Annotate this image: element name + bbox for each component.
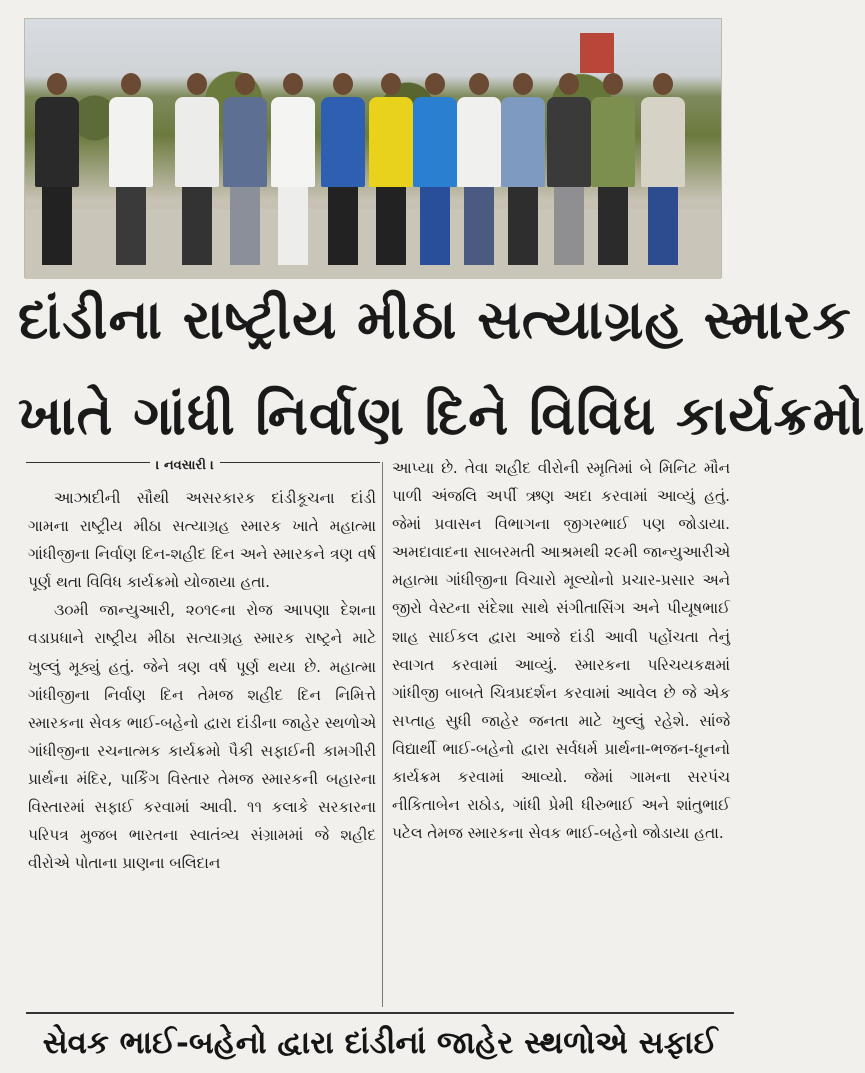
person-figure: [271, 73, 315, 265]
headline-line-2: ખાતે ગાંધી નિર્વાણ દિને વિવિધ કાર્યક્રમો: [18, 383, 865, 447]
person-figure: [223, 73, 267, 265]
person-figure: [413, 73, 457, 265]
article-column-1: [28, 484, 376, 877]
person-figure: [547, 73, 591, 265]
group-photo: [24, 18, 722, 278]
person-figure: [591, 73, 635, 265]
paragraph: ૩૦મી જાન્યુઆરી, ૨૦૧૯ના રોજ આપણા દેશના વડાપ્રધાને રાષ્ટ્રીય મીઠા સત્યાગ્રહ સ્મારક રાષ્ટ્રને માટે ખુલ્લું મૂક્યું હતું. જેને ત્રણ વર્ષ પૂર્ણ થયા છે. મહાત્મા ગાંધીજીના નિર્વાણ દિન તેમજ શહીદ દિન નિમિત્તે સ્મારકના સેવક ભાઈ-બહેનો દ્વારા દાંડીના જાહેર સ્થળોએ ગાંધીજીના રચનાત્મક કાર્યક્રમો પૈકી સફાઈની કામગીરી પ્રાર્થના મંદિર, પાર્કિંગ વિસ્તાર તેમજ સ્મારકની બહારના વિસ્તારમાં સફાઈ કરવામાં આવી. ૧૧ કલાકે સરકારના પરિપત્ર મુજબ ભારતના સ્વાતંત્ર્ય સંગ્રામમાં જે શહીદ વીરોએ પોતાના પ્રાણના બલિદાન: [28, 601, 376, 873]
column-divider: [382, 462, 383, 1007]
headline-line-1: દાંડીના રાષ્ટ્રીય મીઠા સત્યાગ્રહ સ્મારક: [18, 287, 852, 351]
person-figure: [501, 73, 545, 265]
red-structure: [580, 33, 614, 73]
person-figure: [641, 73, 685, 265]
paragraph: આપ્યા છે. તેવા શહીદ વીરોની સ્મૃતિમાં બે મિનિટ મૌન પાળી અંજલિ અર્પી ઋણ અદા કરવામાં આવ્યું હતું. જેમાં પ્રવાસન વિભાગના જીગરભાઈ પણ જોડાયા. અમદાવાદના સાબરમતી આશ્રમથી ૨૯મી જાન્યુઆરીએ મહાત્મા ગાંધીજીના વિચારો મૂલ્યોનો પ્રચાર-પ્રસાર અને જીરો વેસ્ટના સંદેશા સાથે સંગીતાસિંગ અને પીયૂષભાઈ શાહ સાઈકલ દ્વારા આજે દાંડી આવી પહોંચતા તેનું સ્વાગત કરવામાં આવ્યું. સ્મારકના પરિચયકક્ષમાં ગાંધીજી બાબતે ચિત્રપ્રદર્શન કરવામાં આવેલ છે જે એક સપ્તાહ સુધી જાહેર જનતા માટે ખુલ્લું રહેશે. સાંજે વિદ્યાર્થી ભાઈ-બહેનો દ્વારા સર્વધર્મ પ્રાર્થના-ભજન-ધૂનનો કાર્યક્રમ કરવામાં આવ્યો. જેમાં ગામના સરપંચ નીકિતાબેન રાઠોડ, ગાંધી પ્રેમી ધીરુભાઈ અને શાંતુભાઈ પટેલ તેમજ સ્મારકના સેવક ભાઈ-બહેનો જોડાયા હતા.: [392, 459, 730, 843]
person-figure: [175, 73, 219, 265]
person-figure: [321, 73, 365, 265]
subheadline: સેવક ભાઈ-બહેનો દ્વારા દાંડીનાં જાહેર સ્થળોએ સફાઈ: [42, 1025, 718, 1061]
person-figure: [109, 73, 153, 265]
subhead-rule: [26, 1012, 734, 1014]
person-figure: [35, 73, 79, 265]
person-figure: [457, 73, 501, 265]
paragraph: આઝાદીની સૌથી અસરકારક દાંડીકૂચના દાંડી ગામના રાષ્ટ્રીય મીઠા સત્યાગ્રહ સ્મારક ખાતે મહાત્મા ગાંધીજીના નિર્વાણ દિન-શહીદ દિન અને સ્મારકને ત્રણ વર્ષ પૂર્ણ થતા વિવિધ કાર્યક્રમો યોજાયા હતા.: [28, 489, 376, 592]
person-figure: [369, 73, 413, 265]
article-column-2: [392, 454, 730, 847]
dateline: । નવસારી ।: [150, 458, 220, 473]
